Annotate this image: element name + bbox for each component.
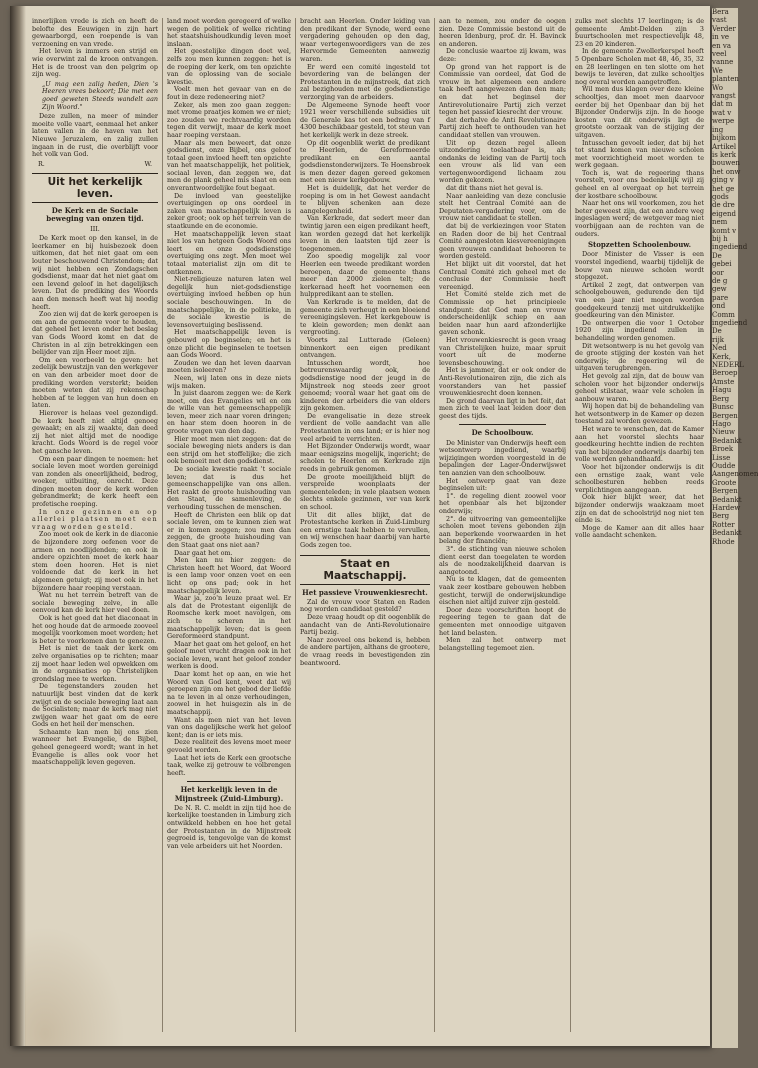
paragraph: Voelt men het gevaar van en de fout in deze redeneering niet? xyxy=(167,85,291,101)
paragraph: De conclusie waartoe zij kwam, was deze: xyxy=(439,47,566,63)
edge-fragment: De xyxy=(712,327,722,336)
paragraph: Schaamte kan men bij ons zien wanneer het Evangelie, de Bijbel, geheel genegeerd wordt; want in het Evangelie is alles ook voor het maatschappelijk leven gegeven. xyxy=(32,727,158,767)
paragraph: Nu is te klagen, dat de gemeenten vaak zeer kostbare gebouwen hebben gesticht, terwijl de onderwijskundige eischen niet altijd zuiver zijn gesteld. xyxy=(439,575,566,607)
edge-fragment: Artikel xyxy=(712,142,737,151)
paragraph: Uit dit alles blijkt, dat de Protestantsche kerken in Zuid-Limburg een ernstige taak hebben te vervullen, en wij wenschen haar daarbij van harte Gods zegen toe. xyxy=(300,510,430,549)
paragraph: Waar ja, zoo'n leuze praat wel. Er als dat de Protestant eigenlijk de Roomsche kerk moet navolgen, om zich te scheren in het maatschappelijk leven; dat is geen Gereformeerd standpunt. xyxy=(167,594,291,641)
edge-fragment: Bedankt xyxy=(712,495,742,504)
paragraph: Ook hier blijkt weer, dat het bijzonder onderwijs waakzaam moet zijn en dat de schoolstrijd nog niet ten einde is. xyxy=(575,493,704,525)
paragraph: Laat het iets de Kerk een grootsche taak, welke zij getrouw te volbrengen heeft. xyxy=(167,753,291,777)
edge-fragment: Verder xyxy=(712,24,736,33)
edge-fragment: Oudde xyxy=(712,461,736,470)
paragraph: Zoo spoedig mogelijk zal voor Heerlen een tweede predikant worden beroepen, daar de gemeente thans meer dan 2000 zielen telt; de kerkeraad heeft het voornemen een hulppredikant aan te stellen. xyxy=(300,252,430,299)
paragraph: Deze vraag houdt op dit oogenblik de aandacht van de Anti-Revolutionaire Partij bezig. xyxy=(300,612,430,637)
edge-fragment: planten xyxy=(712,75,739,84)
edge-fragment: wat v xyxy=(712,108,732,117)
paragraph: dat derhalve de Anti Revolutionaire Partij zich heeft te onthouden van het candidaat stellen van vrouwen. xyxy=(439,115,566,139)
paragraph: Het gevolg zal zijn, dat de bouw van scholen voor het bijzonder onderwijs geheel stilstaat, waar vele scholen in aanbouw waren. xyxy=(575,371,704,403)
column-5 xyxy=(575,18,704,1032)
binding-spine xyxy=(10,6,26,1046)
edge-fragment: NEDERL xyxy=(712,361,744,370)
edge-fragment: gew xyxy=(712,285,727,294)
paragraph: Hier moet men niet zeggen: dat de sociale beweging niets anders is dan een strijd om het stoffelijke; die zich ook bemoeit met den godsdienst. xyxy=(167,434,291,466)
paragraph: land moet worden geregeerd of welke wegen de politiek of welke richting het staatshuishoudkundig leven moet inslaan. xyxy=(167,17,291,48)
edge-fragment: is kerk xyxy=(712,150,737,159)
edge-fragment: in ve xyxy=(712,33,730,42)
paragraph: Hierover is helaas veel gezondigd. De kerk heeft niet altijd genoeg gewaakt; en als zij waakte, dan deed zij het niet altijd met de noodige kracht. Gods Woord is de regel voor het gansche leven. xyxy=(32,408,158,455)
edge-fragment: ing xyxy=(712,125,724,134)
paragraph: De Kerk moet op den kansel, in de leerkamer en bij huisbezoek doen uitkomen, dat het niet gaat om een louter beschouwend Christendom; dat wij niet hebben een Zondagschen godsdienst, maar dat het niet gaat om een levend geloof in het dagelijksch leven. Dat de prediking des Woords aan den mensch heeft wat hij noodig heeft. xyxy=(32,234,158,311)
paragraph: bracht aan Heerlen. Onder leiding van den predikant der Synode, werd eene vergadering gehouden op den dag, waar vertegenwoordigers van de zes Hervormde Gemeenten aanwezig waren. xyxy=(300,17,430,63)
paragraph: Het Bijzonder Onderwijs wordt, waar maar eenigszins mogelijk, ingericht; de scholen te Heerlen en Kerkrade zijn reeds in gebruik genomen. xyxy=(300,442,430,474)
paragraph: In onze gezinnen en op allerlei plaatsen moet een vraag worden gesteld. xyxy=(32,507,158,531)
newspaper-page xyxy=(10,6,710,1046)
edge-fragment: Bera xyxy=(712,8,729,16)
paragraph: Van Kerkrade is te melden, dat de gemeente zich verheugt in een bloeiend vereenigingsleven. Het kerkgebouw is te klein geworden; men denkt aan vergrooting. xyxy=(300,297,430,337)
paragraph: Moge de Kamer aan dit alles haar volle aandacht schenken. xyxy=(575,523,704,540)
paragraph: Zoo zien wij dat de kerk geroepen is om aan de gemeente voor te houden, dat geheel het leven onder het beslag van Gods Woord komt en dat de Christen in al zijn betrekkingen een belijder van zijn Heer moet zijn. xyxy=(32,310,158,357)
edge-fragment: komt v xyxy=(712,226,737,235)
article-headline: De Kerk en de Sociale beweging van onzen tijd. xyxy=(46,206,144,224)
paragraph: De N. R. C. meldt in zijn tijd hoe de kerkelijke toestanden in Limburg zich ontwikkeld hebben en hoe het getal der Protestanten in de Mijnstreek gegroeid is, tengevolge van de komst van vele arbeiders uit het Noorden. xyxy=(167,803,291,850)
edge-fragment: eigend xyxy=(712,209,736,218)
paragraph: Het is duidelijk, dat het verder de roeping is om in het Gewest aandacht te blijven schenken aan deze aangelegenheid. xyxy=(300,184,430,215)
edge-fragment: veel xyxy=(712,50,727,59)
edge-fragment: werpe xyxy=(712,117,735,126)
paragraph: Intusschen gevoelt ieder, dat bij het tot stand komen van nieuwe scholen met voorzichtigheid moet worden te werk gegaan. xyxy=(575,138,704,170)
paragraph: Intusschen wordt, hoe betreurenswaardig ook, de godsdienstige nood der jeugd in de Mijnstreek nog steeds zeer groot genoemd; vooral waar het gaat om de kinderen der arbeiders die van elders zijn gekomen. xyxy=(300,358,430,413)
edge-fragment: bij h xyxy=(712,234,728,243)
edge-fragment: Berg xyxy=(712,394,730,403)
edge-fragment: nem xyxy=(712,218,728,227)
edge-fragment: Comm xyxy=(712,310,735,319)
adjacent-page-edge xyxy=(712,8,758,1048)
edge-fragment: Berg xyxy=(712,512,730,521)
edge-fragment: gods xyxy=(712,192,729,201)
edge-fragment: Lisse xyxy=(712,453,731,462)
paragraph: Naar aanleiding van deze conclusie stelt het Centraal Comité aan de Deputaten-vergadering voor, om de vrouw niet candidaat te stellen. xyxy=(439,191,566,223)
edge-fragment: Ned xyxy=(712,344,727,353)
edge-fragment: Bunsc xyxy=(712,403,734,412)
edge-fragment: de g xyxy=(712,277,728,285)
column-4 xyxy=(439,18,566,1032)
edge-fragment: ingediend xyxy=(712,319,748,328)
paragraph: Het vrouwenkiesrecht is geen vraag van Christelijken huize, maar spruit voort uit de moderne levensbeschouwing. xyxy=(439,335,566,367)
paragraph: De evangelisatie in deze streek verdient de volle aandacht van alle Protestanten in ons land; er is hier nog veel arbeid te verrichten. xyxy=(300,411,430,443)
paragraph: dat bij de verkiezingen voor Staten en Raden door de bij het Centraal Comité aangesloten kiesvereenigingen geen vrouwen candidaat behooren te worden gesteld. xyxy=(439,222,566,261)
paragraph: Om een paar dingen te noemen: het sociale leven moet worden gereinigd van zonden als oneerlijkheid, bedrog, woeker, uitbuiting, onrecht. Deze dingen moeten door de kerk worden gebrandmerkt; de kerk heeft een profetische roeping. xyxy=(32,454,158,509)
edge-fragment: vangst xyxy=(712,92,736,101)
edge-fragment: Hago xyxy=(712,419,731,428)
paragraph: Het leven is immers een strijd en wie overwint zal de kroon ontvangen. Het is de troost van den pelgrim op zijn weg. xyxy=(32,47,158,79)
column-divider xyxy=(162,18,163,1032)
article-subhead: III. xyxy=(90,224,100,233)
column-divider xyxy=(434,18,435,1032)
edge-fragment: ond xyxy=(712,302,726,311)
paragraph: zulks met slechts 17 leerlingen; is de gemeente Ambt-Delden zijn 3 buurtschoolen met respectievelijk 48, 23 en 20 kinderen. xyxy=(575,17,704,48)
column-1 xyxy=(32,18,158,1032)
paragraph: Uit op dezen regel alleen uitzondering toelaatbaar is, als ondanks de leiding van de Partij toch een vrouw als lid van een vertegenwoordigend lichaam zou worden gekozen. xyxy=(439,138,566,185)
paragraph: Maar het gaat om het geloof, en het geloof moet vrucht dragen ook in het sociale leven, want het geloof zonder werken is dood. xyxy=(167,639,291,671)
edge-fragment: gebei xyxy=(712,260,732,269)
paragraph: Toch is, wat de regeering thans voorstelt, voor ons bedenkelijk wijl zij geheel en al overgaat op het terrein der kostbare schoolbouw. xyxy=(575,168,704,200)
paragraph: Deze realiteit des levens moet meer gevoeld worden. xyxy=(167,738,291,754)
paragraph: Het is niet de taak der kerk om zelve organisaties op te richten; maar zij moet haar leden wel opwekken om in de organisaties op Christelijken grondslag mee te werken. xyxy=(32,644,158,683)
paragraph: De grond daarvan ligt in het feit, dat men zich te veel laat leiden door den geest des tijds. xyxy=(439,396,566,420)
paragraph: innerlijken vrede is zich en heeft de belofte des Eeuwigen in zijn hart gewaarborgd, een roepende is van verzoening en van vrede. xyxy=(32,17,158,48)
paragraph: De groote moeilijkheid blijft de verspreide woonplaats der gemeenteleden; in vele plaatsen wonen slechts enkele gezinnen, ver van kerk en school. xyxy=(300,472,430,511)
paragraph: Dit wetsontwerp is nu het gevolg van de groote stijging der kosten van het onderwijs; de regeering wil de uitgaven terugbrengen. xyxy=(575,341,704,373)
paragraph: De invloed van geestelijke overtuigingen op ons oordeel in zaken van maatschappelijk leven is zeker groot; ook op het terrein van de staatkunde en de economie. xyxy=(167,191,291,231)
paragraph: 1°. de regeling dient zoowel voor het openbaar als het bijzonder onderwijs; xyxy=(439,491,566,516)
paragraph: Naar het ons wil voorkomen, zou het beter geweest zijn, dat een andere weg ingeslagen werd; de wetgever mag niet voorbijgaan aan de rechten van de ouders. xyxy=(575,199,704,238)
edge-fragment: Kerk, xyxy=(712,352,731,361)
paragraph: Zal de vrouw voor Staten en Raden nog worden candidaat gesteld? xyxy=(300,597,430,614)
paragraph: Artikel 2 zegt, dat ontwerpen van schoolgebouwen, gedurende den tijd van een jaar niet mogen worden goedgekeurd tenzij met uitdrukkelijke goedkeuring van den Minister. xyxy=(575,280,704,320)
paragraph: Daar komt het op aan, en wie het Woord van God kent, weet dat wij geroepen zijn om het gebod der liefde na te leven in al onze verhoudingen, zoowel in het huisgezin als in de maatschappij. xyxy=(167,670,291,717)
paragraph: Het blijkt uit dit voorstel, dat het Centraal Comité zich geheel met de conclusie der Commissie heeft vereenigd. xyxy=(439,260,566,291)
paragraph: Want als men niet van het leven van ons dagelijksche werk het geloof kent; dan is er iets mis. xyxy=(167,715,291,739)
paragraph: In de gemeente Zwollerkerspel heeft 5 Openbare Scholen met 48, 46, 35, 32 en 28 leerlingen en ten slotte om het bewijs te leveren, dat zulke schooltjes nog overal worden aangetroffen. xyxy=(575,47,704,86)
paragraph: Er werd een comité ingesteld tot bevordering van de belangen der Protestanten in de mijnstreek, dat zich zal bezighouden met de godsdienstige verzorging van de arbeiders. xyxy=(300,62,430,101)
section-heading: Uit het kerkelijk leven. xyxy=(32,173,158,203)
edge-fragment: Amste xyxy=(712,377,735,386)
column-2 xyxy=(167,18,291,1032)
paragraph: Maar als men beweert, dat onze godsdienst, onze Bijbel, ons geloof totaal geen invloed heeft ten opzichte van het maatschappelijk, het politiek, sociaal leven, dan zeggen we, dat men de plank geheel mis slaat en een onverantwoordelijke fout begaat. xyxy=(167,138,291,193)
paragraph: Naar zooveel ons bekend is, hebben de andere partijen, althans de grootere, de vraag reeds in bevestigenden zin beantwoord. xyxy=(300,635,430,667)
edge-fragment: Rhode xyxy=(712,537,735,546)
edge-fragment: Groote xyxy=(712,478,737,487)
article-headline: Het passieve Vrouwenkiesrecht. xyxy=(302,587,428,597)
paragraph: dat dit thans niet het geval is. xyxy=(446,184,543,193)
paragraph: Het ontwerp gaat van deze beginselen uit: xyxy=(439,476,566,493)
poem-quote: „U mag een zalig heden, Dien 's Heeren vrees bekoort; Die met een goed geweten Steeds wandelt aan Zijn Woord." xyxy=(42,79,158,111)
paragraph: Niet-religieuze naturen laten wel degelijk hun niet-godsdienstige overtuiging invloed hebben op hun sociale beschouwingen. In de maatschappelijke, in de politieke, in de sociale kwestie is de levensovertuiging beslissend. xyxy=(167,275,291,329)
article-headline: De Schoolbouw. xyxy=(471,428,534,438)
edge-fragment: Wo xyxy=(712,83,723,92)
paragraph: Wij hopen dat bij de behandeling van het wetsontwerp in de Kamer op dezen toestand zal worden gewezen. xyxy=(575,402,704,426)
paragraph: Door deze voorschriften hoopt de regeering tegen te gaan dat de gemeenten met onnoodige uitgaven het land belasten. xyxy=(439,605,566,637)
paragraph: Men kan nu hier zeggen: de Christen heeft het Woord, dat Woord is een lamp voor onzen voet en een licht op ons pad; ook in het maatschappelijk leven. xyxy=(167,556,291,595)
paragraph: Zoo moet ook de kerk in de diaconie de bijzondere zorg oefenen voor de armen en noodlijdenden; en ook in andere opzichten moet de kerk haar stem doen hooren. Het is niet voldoende dat de kerk in het algemeen getuigt; zij moet ook in het bijzondere haar roeping verstaan. xyxy=(32,530,158,592)
paragraph: Zeker, als men zoo gaan zeggen: met vrome praatjes komen we er niet; zoo zouden we rechtvaardig worden tegen dit verwijt, maar de kerk moet haar roeping verstaan. xyxy=(167,100,291,139)
paragraph: De sociale kwestie raakt 't sociale leven; dat is dus het gemeenschappelijke van ons allen. Het raakt de groote huishouding van den Staat, de samenleving, de verhouding tusschen de menschen. xyxy=(167,465,291,511)
edge-fragment: en va xyxy=(712,41,732,50)
article-headline: Stopzetten Schoolenbouw. xyxy=(587,240,692,250)
paragraph: Neen, wij laten ons in deze niets wijs maken. xyxy=(167,373,291,390)
column-3 xyxy=(300,18,430,1032)
edge-fragment: rijk xyxy=(712,335,724,344)
paragraph: Wat nu het terrein betreft van de sociale beweging zelve, in alle eenvoud kan de kerk hier veel doen. xyxy=(32,591,158,615)
paragraph: Het is jammer, dat er ook onder de Anti-Revolutionairen zijn, die zich als voorstanders van het passief vrouwenkiesrecht doen kennen. xyxy=(439,366,566,398)
edge-fragment: oor xyxy=(712,268,724,277)
edge-fragment: Bedankt xyxy=(712,529,742,538)
edge-fragment: Nieuw xyxy=(712,428,736,437)
edge-fragment: De xyxy=(712,251,722,260)
paragraph: Deze zullen, na meer of minder moeite volle vaart, eenmaal het anker laten vallen in de haven van het Nieuwe Jeruzalem, en zalig zullen ingaan in de rust, die overblijft voor het volk van God. xyxy=(32,112,158,159)
paragraph: Zouden we dan het leven daarvan moeten isoleeren? xyxy=(167,358,291,375)
edge-fragment: Broek xyxy=(712,445,734,454)
paragraph: Van Kerkrade, dat sedert meer dan twintig jaren een eigen predikant heeft, kan worden gezegd dat het kerkelijk leven in den laatsten tijd zeer is toegenomen. xyxy=(300,214,430,253)
edge-fragment: ging v xyxy=(712,176,734,185)
paragraph: Voorts zal Lutterade (Geleen) binnenkort een eigen predikant ontvangen. xyxy=(300,335,430,360)
paragraph: Wil men dus klagen over deze kleine schooltjes, dan moet men daarvoor eerder bij het Openbaar dan bij het Bijzonder Onderwijs zijn. In de hooge kosten van dit onderwijs ligt de grootste oorzaak van de stijging der uitgaven. xyxy=(575,85,704,139)
edge-fragment: Rotter xyxy=(712,520,735,529)
column-divider xyxy=(295,18,296,1032)
edge-fragment: pare xyxy=(712,293,729,302)
divider-rule xyxy=(187,781,271,782)
paragraph: Het maatschappelijk leven is gebouwd op beginselen; en het is onze plicht die beginselen te toetsen aan Gods Woord. xyxy=(167,328,291,360)
paragraph: Door Minister de Visser is een voorstel ingediend, waarbij tijdelijk de bouw van nieuwe scholen wordt stopgezet. xyxy=(575,250,704,282)
paragraph: Op grond van het rapport is de Commissie van oordeel, dat God de vrouw in het algemeen een andere taak heeft aangewezen dan den man; en dat het beginsel der Antirevolutionaire Partij zich verzet tegen het passief kiesrecht der vrouw. xyxy=(439,62,566,117)
edge-fragment: bijkom xyxy=(712,134,736,143)
paragraph: Het geestelijke dingen doet wel, zelfs zou men kunnen zeggen: het is de roeping der kerk, om ten opzichte van de oplossing van de sociale kwestie. xyxy=(167,47,291,86)
edge-fragment: bouwen xyxy=(712,159,740,168)
edge-fragment: Aangenomen xyxy=(712,470,758,479)
signature-right: W. xyxy=(144,159,152,168)
edge-fragment: dat m xyxy=(712,100,733,109)
paragraph: De Minister van Onderwijs heeft een wetsontwerp ingediend, waarbij wijzigingen worden voorgesteld in de bepalingen der Lager-Onderwijswet ten aanzien van den schoolbouw. xyxy=(439,438,566,478)
edge-fragment: het onw xyxy=(712,167,741,176)
paragraph: Heeft de Christen een blik op dat sociale leven, om te kunnen zien wat er in komen zeggen; zou men dan zeggen, de groote huishouding van den Staat gaat ons niet aan? xyxy=(167,510,291,549)
edge-fragment: Bergen xyxy=(712,487,738,496)
paragraph: Op dit oogenblik werkt de predikant te Heerlen, de Gereformeerde predikant en een aantal godsdienstonderwijzers. Te Hoensbroek is men dezer dagen gereed gekomen met een nieuw kerkgebouw. xyxy=(300,138,430,185)
edge-fragment: de dre xyxy=(712,201,735,210)
paragraph: Daar gaat het om. xyxy=(174,548,233,557)
divider-rule xyxy=(459,424,546,425)
paragraph: Het ware te wenschen, dat de Kamer aan het voorstel slechts haar goedkeuring hechtte indien de rechten van het bijzonder onderwijs daarbij ten volle werden gehandhaafd. xyxy=(575,425,704,464)
paragraph: Ook is het goed dat het diaconaat in het oog houde dat de armoede zooveel mogelijk voorkomen moet worden; het is beter te voorkomen dan te genezen. xyxy=(32,613,158,645)
paragraph: De ontwerpen die voor 1 October 1920 zijn ingediend zullen in behandeling worden genomen. xyxy=(575,318,704,342)
edge-fragment: vast xyxy=(712,16,727,25)
edge-fragment: Hagu xyxy=(712,386,732,395)
edge-fragment: We xyxy=(712,66,723,75)
column-divider xyxy=(570,18,571,1032)
paragraph: In juist daarom zeggen we: de Kerk moet, om des Evangelies wil en om de wille van het gemeenschappelijk leven, meer zich naar voren dringen; en haar stem doen hooren in de groote vragen van den dag. xyxy=(167,389,291,436)
edge-fragment: Hardew xyxy=(712,503,741,512)
edge-fragment: vanne xyxy=(712,58,734,67)
edge-fragment: het ge xyxy=(712,184,735,193)
edge-fragment: Beroep xyxy=(712,369,738,378)
section-heading: Staat en Maatschappij. xyxy=(300,555,430,585)
paragraph: Men zal het ontwerp met belangstelling tegemoet zien. xyxy=(439,636,566,652)
paragraph: Om een voorbeeld te geven: het zedelijk bewustzijn van den werkgever en van den arbeider moet door de prediking worden versterkt; beiden moeten weten dat zij rekenschap hebben af te leggen van hun doen en laten. xyxy=(32,355,158,410)
signature xyxy=(38,161,152,169)
paragraph: Het maatschappelijk leven staat niet los van hetgeen Gods Woord ons leert en onze godsdienstige overtuiging ons zegt. Men moet wel totaal materialist zijn om dit te ontkennen. xyxy=(167,229,291,276)
edge-fragment: Bedankt xyxy=(712,436,742,445)
edge-fragment: ingediend xyxy=(712,243,748,252)
paragraph: De tegenstanders zouden het natuurlijk best vinden dat de kerk zwijgt en de sociale beweging laat aan de Socialisten; maar de kerk mag niet zwijgen waar het gaat om de eere Gods en het heil der menschen. xyxy=(32,682,158,729)
signature-left: R. xyxy=(38,159,45,168)
paragraph: Voor het bijzonder onderwijs is dit een ernstige zaak, want vele schoolbesturen hebben reeds verplichtingen aangegaan. xyxy=(575,463,704,494)
paragraph: 2°. de uitvoering van gemeentelijke scholen moet tevens gebonden zijn aan beperkende voorwaarden in het belang der financiën; xyxy=(439,514,566,546)
article-headline: Het kerkelijk leven in de Mijnstreek (Zuid-Limburg). xyxy=(174,785,284,803)
paragraph: De Algemeene Synode heeft voor 1921 weer verschillende subsidies uit de Generale kas tot een bedrag van f 4300 beschikbaar gesteld, tot steun van het kerkelijk werk in deze streek. xyxy=(300,100,431,139)
edge-fragment: Bergen xyxy=(712,411,738,420)
paragraph: aan te nemen, zou onder de oogen zien. Deze Commissie bestond uit de heeren Idenburg, prof. dr. H. Bavinck en anderen. xyxy=(439,17,566,48)
paragraph: Het Comité stelde zich met de Commissie op het principieele standpunt: dat God man en vrouw onderscheidenlijk schiep en aan beiden naar hun aard afzonderlijke gaven schonk. xyxy=(439,290,566,337)
paragraph: 3°. de stichting van nieuwe scholen dient eerst dan toegelaten te worden als de noodzakelijkheid daarvan is aangetoond. xyxy=(439,544,566,576)
